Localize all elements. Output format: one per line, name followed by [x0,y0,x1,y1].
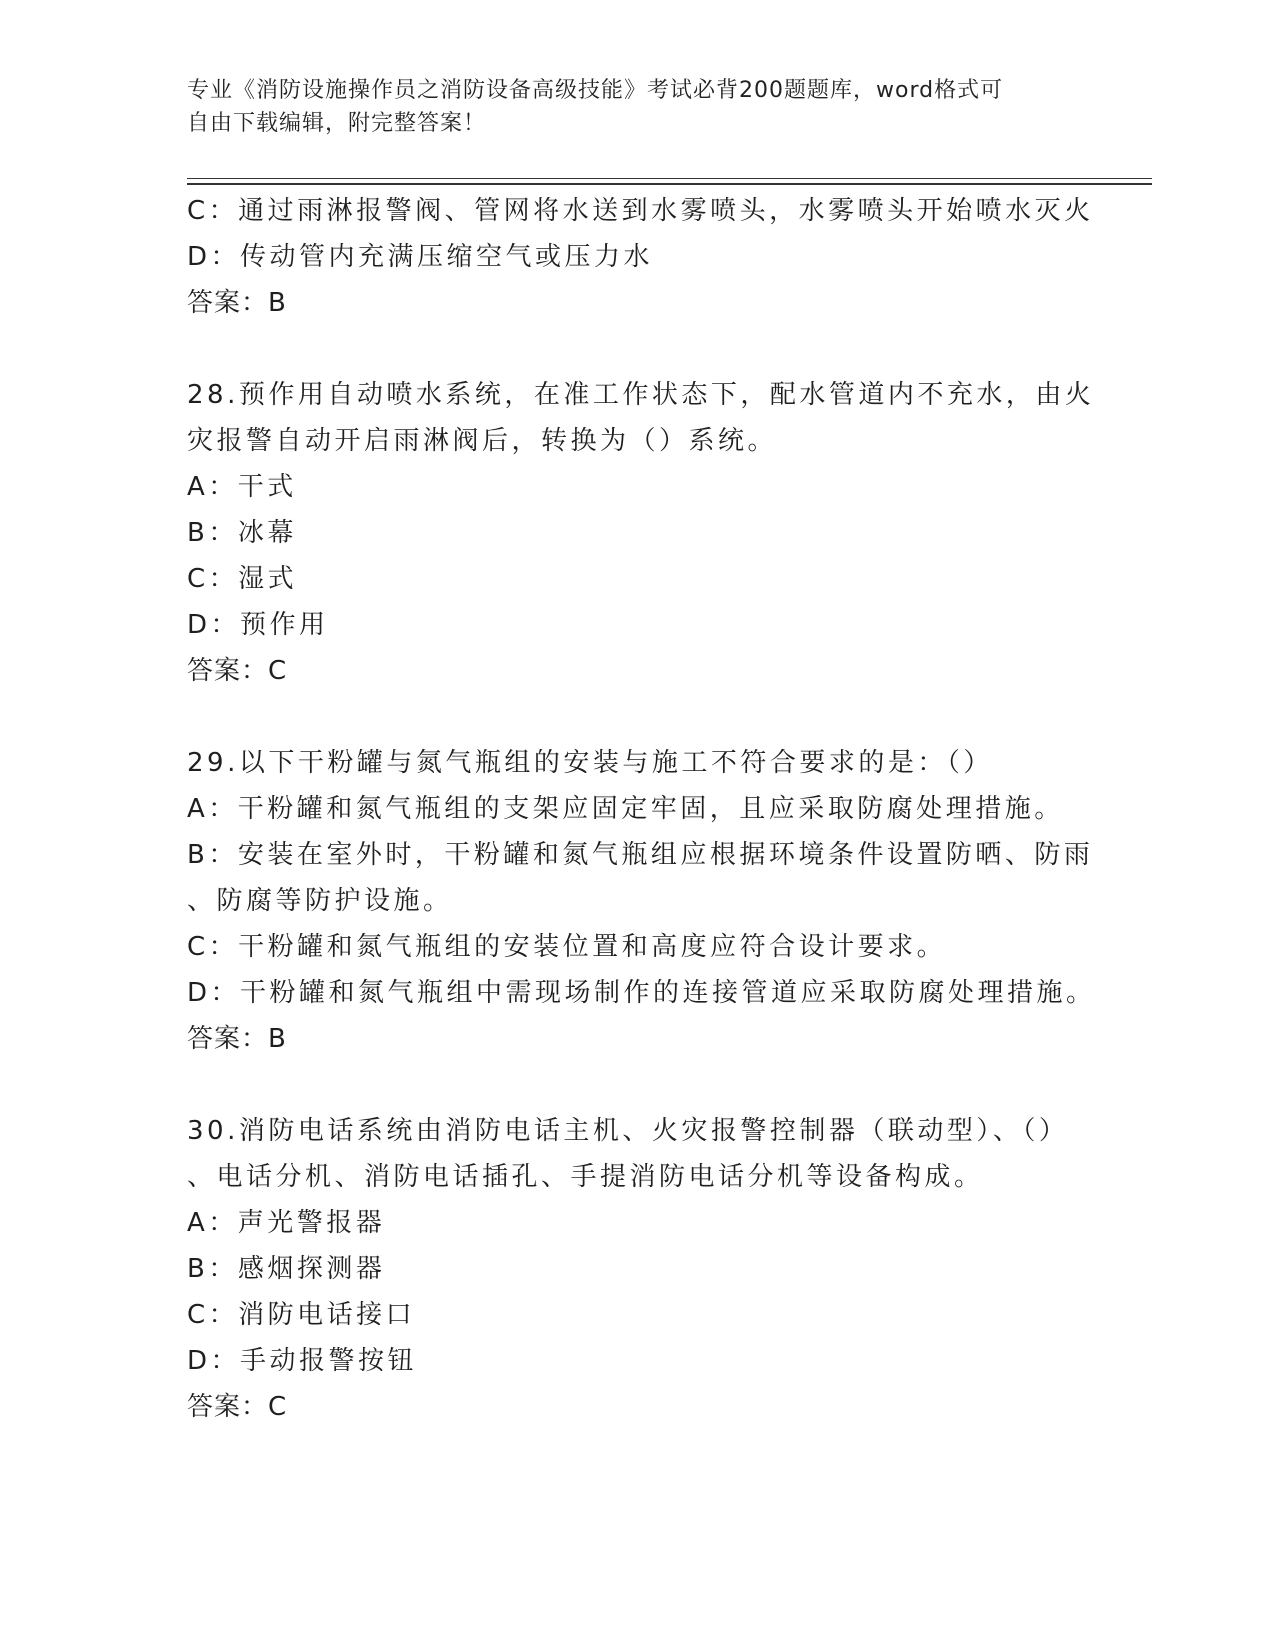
option-d: D：预作用 [187,610,329,640]
option-d: D：手动报警按钮 [187,1346,418,1376]
option-c: C：通过雨淋报警阀、管网将水送到水雾喷头，水雾喷头开始喷水灭火 [187,196,1094,226]
option-d: D：传动管内充满压缩空气或压力水 [187,242,654,272]
question-stem-line: 、电话分机、消防电话插孔、手提消防电话分机等设备构成。 [187,1162,984,1192]
option-b-continued: 、防腐等防护设施。 [187,886,453,916]
option-b: B：感烟探测器 [187,1254,386,1284]
question-stem-line: 29.以下干粉罐与氮气瓶组的安装与施工不符合要求的是：（） [187,748,993,778]
document-header [187,74,1067,140]
header-divider-thick [187,183,1152,185]
answer-line: 答案：B [187,1024,287,1054]
option-a: A：声光警报器 [187,1208,386,1238]
option-a: A：干式 [187,472,297,502]
spacer [187,694,1087,740]
option-b: B：冰幕 [187,518,297,548]
answer-line: 答案：C [187,1392,288,1422]
answer-line: 答案：C [187,656,288,686]
question-stem-line: 28.预作用自动喷水系统，在准工作状态下，配水管道内不充水，由火 [187,380,1095,410]
option-b: B：安装在室外时，干粉罐和氮气瓶组应根据环境条件设置防晒、防雨 [187,840,1094,870]
spacer [187,1062,1087,1108]
option-a: A：干粉罐和氮气瓶组的支架应固定牢固，且应采取防腐处理措施。 [187,794,1064,824]
answer-line: 答案：B [187,288,287,318]
question-29 [187,740,1096,1062]
document-body [187,188,1096,1430]
question-28 [187,372,1095,694]
question-stem-line: 30.消防电话系统由消防电话主机、火灾报警控制器（联动型）、（） [187,1116,1069,1146]
header-title-line-1: 专业《消防设施操作员之消防设备高级技能》考试必背200题题库，word格式可 [187,78,1004,103]
question-27-continuation [187,188,1094,326]
spacer [187,326,1087,372]
option-c: C：消防电话接口 [187,1300,416,1330]
question-30 [187,1108,1087,1430]
option-c: C：干粉罐和氮气瓶组的安装位置和高度应符合设计要求。 [187,932,947,962]
option-c: C：湿式 [187,564,298,594]
option-d: D：干粉罐和氮气瓶组中需现场制作的连接管道应采取防腐处理措施。 [187,978,1096,1008]
header-divider-thin [187,178,1152,179]
header-title-line-2: 自由下载编辑，附完整答案！ [187,111,487,136]
question-stem-line: 灾报警自动开启雨淋阀后，转换为（）系统。 [187,426,778,456]
